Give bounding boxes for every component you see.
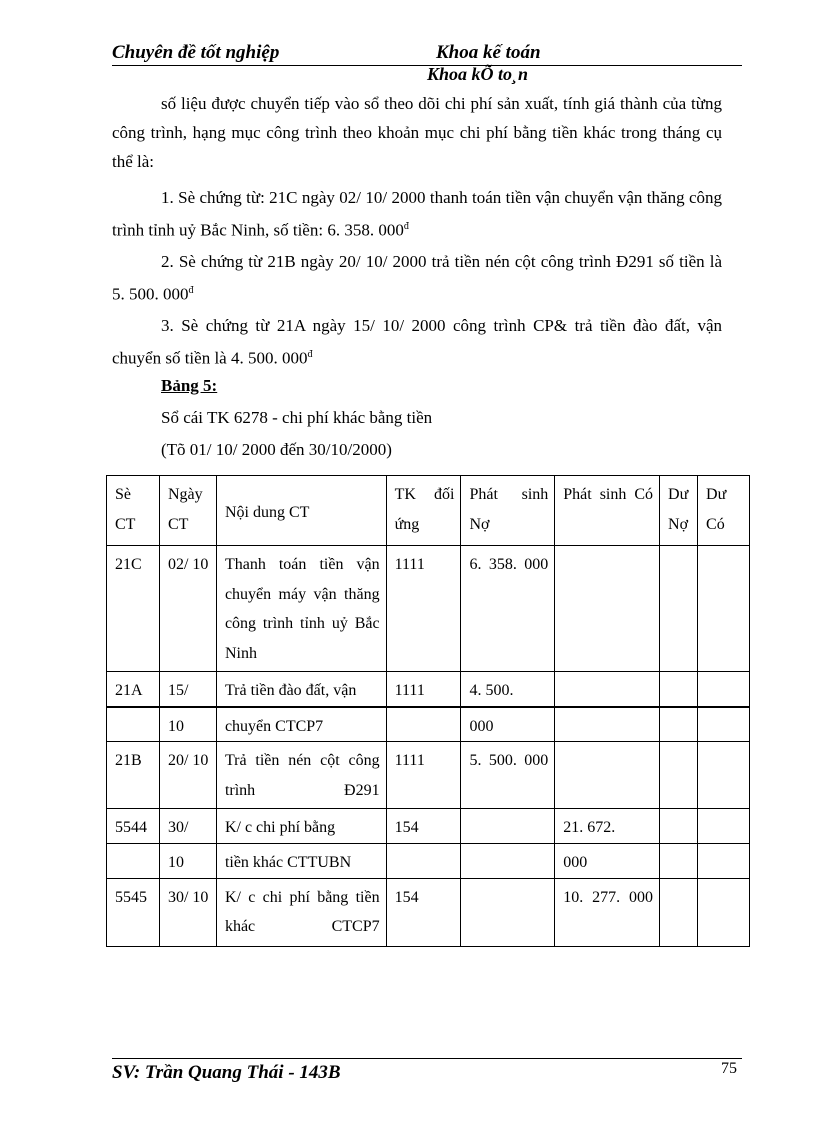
cell-du-no (660, 844, 698, 879)
table-row (107, 546, 750, 672)
cell-phat-sinh-no (461, 844, 555, 879)
cell-noi-dung: Thanh toán tiền vận chuyển máy vận thăng công trình tỉnh uỷ Bắc Ninh (216, 546, 386, 672)
header-cell-so-ct: Sè CT (107, 476, 160, 546)
table-title: Sổ cái TK 6278 - chi phí khác bằng tiền (161, 408, 433, 427)
cell-tk-doi-ung: 1111 (386, 546, 461, 672)
cell-ngay-ct: 30/ 10 (159, 878, 216, 946)
cell-phat-sinh-co (555, 672, 660, 707)
cell-ngay-ct: 10 (159, 707, 216, 742)
cell-phat-sinh-co: 21. 672. (555, 809, 660, 844)
cell-tk-doi-ung: 154 (386, 878, 461, 946)
cell-phat-sinh-no (461, 878, 555, 946)
cell-ngay-ct: 15/ (159, 672, 216, 707)
header-cell-noi-dung: Nội dung CT (216, 476, 386, 546)
table-period: (Tõ 01/ 10/ 2000 đến 30/10/2000) (161, 440, 392, 459)
cell-phat-sinh-no: 6. 358. 000 (461, 546, 555, 672)
cell-phat-sinh-no: 5. 500. 000 (461, 742, 555, 809)
cell-so-ct (107, 707, 160, 742)
ledger-table (106, 475, 750, 947)
cell-du-no (660, 878, 698, 946)
table-row (107, 707, 750, 742)
cell-du-no (660, 809, 698, 844)
table-row (107, 878, 750, 946)
cell-ngay-ct: 02/ 10 (159, 546, 216, 672)
table-row (107, 844, 750, 879)
footer-student: SV: Trần Quang Thái - 143B (112, 1062, 341, 1083)
cell-tk-doi-ung: 154 (386, 809, 461, 844)
table-row (107, 809, 750, 844)
table-header-row (107, 476, 750, 546)
cell-du-co (698, 546, 750, 672)
cell-du-co (698, 707, 750, 742)
cell-tk-doi-ung: 1111 (386, 672, 461, 707)
footer-divider (112, 1058, 742, 1059)
cell-noi-dung: Trả tiền đào đất, vận (216, 672, 386, 707)
header-cell-tk-doi-ung: TK đối ứng (386, 476, 461, 546)
currency-mark: đ (307, 349, 313, 360)
cell-du-co (698, 878, 750, 946)
cell-du-no (660, 546, 698, 672)
cell-du-no (660, 672, 698, 707)
cell-du-no (660, 707, 698, 742)
cell-noi-dung: K/ c chi phí bằng tiền khác CTCP7 (216, 878, 386, 946)
cell-phat-sinh-co: 000 (555, 844, 660, 879)
header-right-subtitle: Khoa kÕ to¸n (427, 64, 529, 84)
cell-ngay-ct: 20/ 10 (159, 742, 216, 809)
cell-phat-sinh-no: 000 (461, 707, 555, 742)
cell-phat-sinh-co (555, 546, 660, 672)
cell-ngay-ct: 30/ (159, 809, 216, 844)
list-item (112, 247, 722, 309)
cell-phat-sinh-co: 10. 277. 000 (555, 878, 660, 946)
list-item-text: 1. Sè chứng từ: 21C ngày 02/ 10/ 2000 thanh toán tiền vận chuyển vận thăng công trình tỉnh uỷ Bắc Ninh, số tiền: 6. 358. 000 (112, 188, 722, 240)
cell-so-ct: 21A (107, 672, 160, 707)
header-cell-ngay-ct: Ngày CT (159, 476, 216, 546)
cell-du-co (698, 809, 750, 844)
currency-mark: đ (403, 221, 409, 232)
cell-du-co (698, 672, 750, 707)
header-cell-phat-sinh-co: Phát sinh Có (555, 476, 660, 546)
cell-tk-doi-ung: 1111 (386, 742, 461, 809)
cell-phat-sinh-no: 4. 500. (461, 672, 555, 707)
cell-so-ct: 21C (107, 546, 160, 672)
header-cell-du-no: Dư Nợ (660, 476, 698, 546)
header-left-title: Chuyên đề tốt nghiệp (112, 42, 280, 63)
cell-so-ct: 5545 (107, 878, 160, 946)
currency-mark: đ (188, 285, 194, 296)
cell-du-no (660, 742, 698, 809)
cell-ngay-ct: 10 (159, 844, 216, 879)
cell-phat-sinh-co (555, 742, 660, 809)
page-number: 75 (721, 1060, 737, 1077)
cell-phat-sinh-no (461, 809, 555, 844)
cell-so-ct (107, 844, 160, 879)
list-item (112, 311, 722, 373)
list-item-text: 3. Sè chứng từ 21A ngày 15/ 10/ 2000 công trình CP& trả tiền đào đất, vận chuyển số tiền là 4. 500. 000 (112, 316, 722, 368)
table-row (107, 672, 750, 707)
list-item-text: 2. Sè chứng từ 21B ngày 20/ 10/ 2000 trả tiền nén cột công trình Đ291 số tiền là 5. 500. 000 (112, 252, 722, 304)
intro-paragraph: số liệu được chuyển tiếp vào sổ theo dõi chi phí sản xuất, tính giá thành của từng công trình, hạng mục công trình theo khoản mục chi phí bằng tiền khác trong tháng cụ thể là: (112, 94, 722, 171)
cell-so-ct: 5544 (107, 809, 160, 844)
header-cell-du-co: Dư Có (698, 476, 750, 546)
table-row (107, 742, 750, 809)
cell-noi-dung: chuyển CTCP7 (216, 707, 386, 742)
list-item (112, 183, 722, 245)
cell-tk-doi-ung (386, 707, 461, 742)
table-label: Bảng 5: (161, 376, 218, 395)
cell-noi-dung: K/ c chi phí bằng (216, 809, 386, 844)
header-cell-phat-sinh-no: Phát sinh Nợ (461, 476, 555, 546)
header-right-title: Khoa kế toán (436, 42, 541, 63)
cell-noi-dung: Trả tiền nén cột công trình Đ291 (216, 742, 386, 809)
cell-so-ct: 21B (107, 742, 160, 809)
cell-du-co (698, 844, 750, 879)
cell-du-co (698, 742, 750, 809)
cell-phat-sinh-co (555, 707, 660, 742)
cell-noi-dung: tiền khác CTTUBN (216, 844, 386, 879)
cell-tk-doi-ung (386, 844, 461, 879)
